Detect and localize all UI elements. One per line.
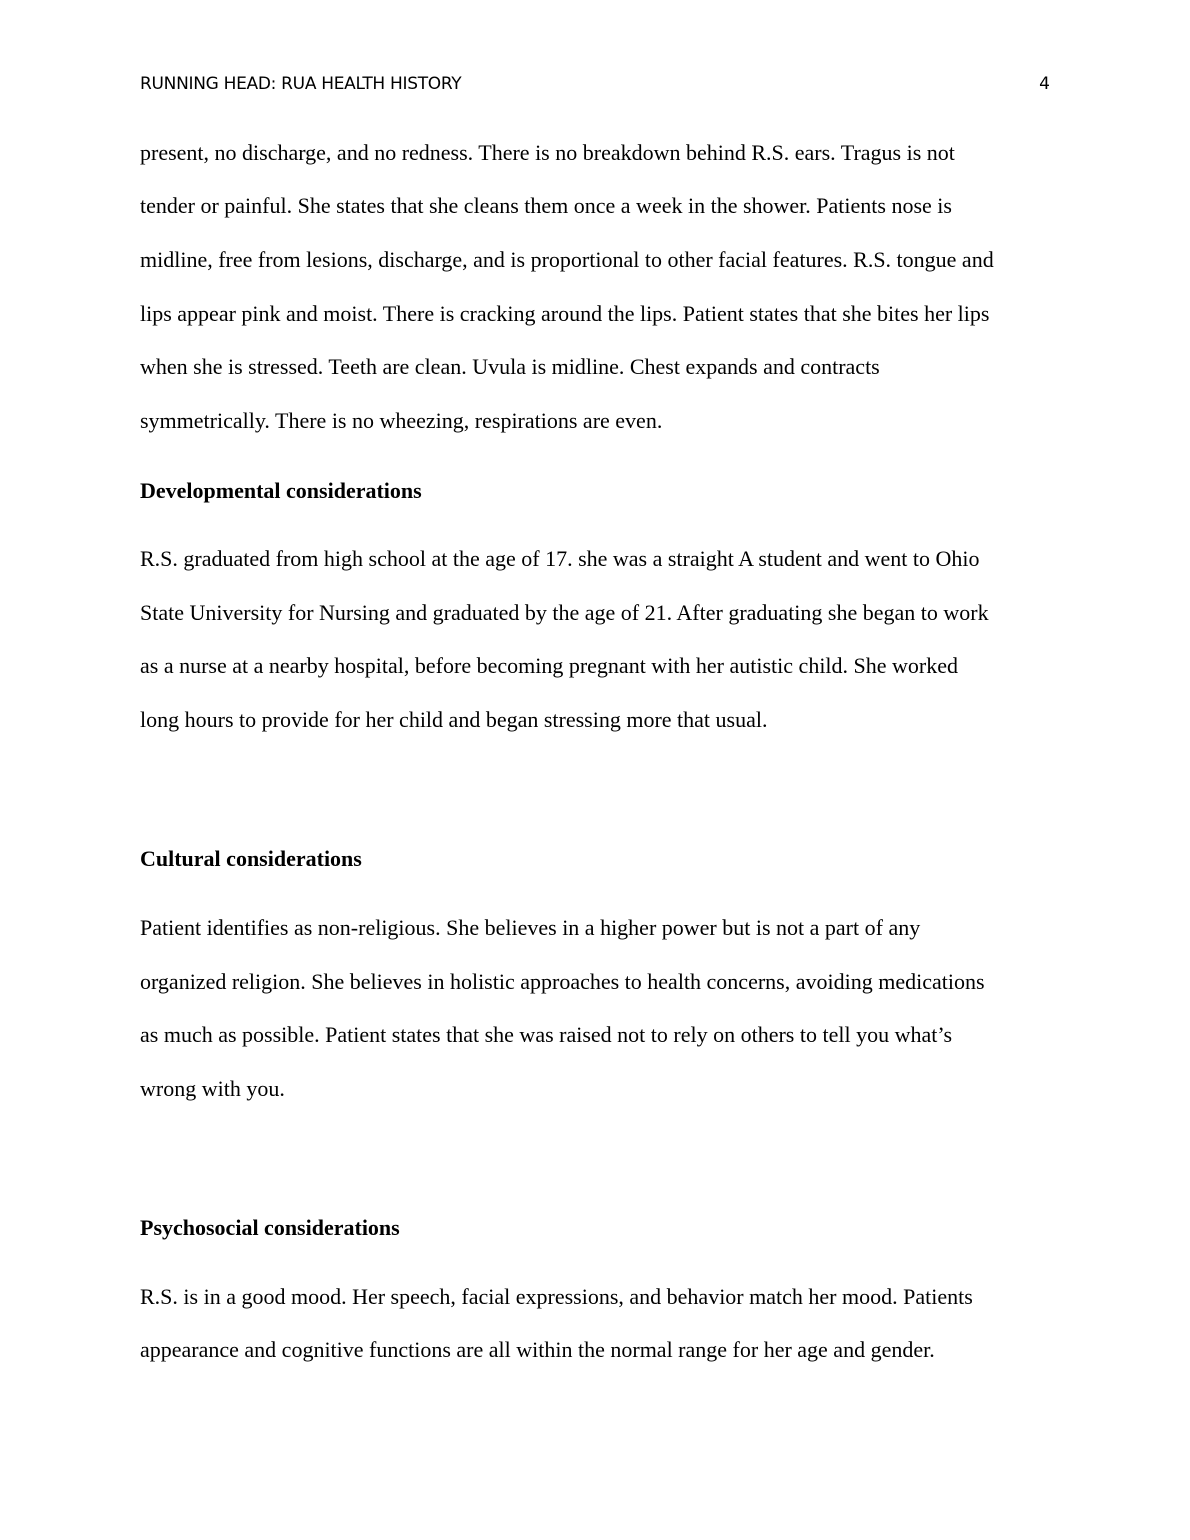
- paragraph-line: wrong with you.: [140, 1076, 285, 1101]
- running-head: RUNNING HEAD: RUA HEALTH HISTORY: [140, 74, 462, 94]
- paragraph-line: appearance and cognitive functions are all within the normal range for her age and gender.: [140, 1337, 935, 1362]
- paragraph-line: R.S. graduated from high school at the age of 17. she was a straight A student and went to Ohio: [140, 546, 980, 571]
- paragraph-line: Patient identifies as non-religious. She believes in a higher power but is not a part of any: [140, 915, 921, 940]
- paragraph-line: symmetrically. There is no wheezing, respirations are even.: [140, 408, 663, 433]
- paragraph-line: tender or painful. She states that she cleans them once a week in the shower. Patients nose is: [140, 193, 952, 218]
- paragraph-line: when she is stressed. Teeth are clean. Uvula is midline. Chest expands and contracts: [140, 354, 880, 379]
- paragraph-line: as a nurse at a nearby hospital, before becoming pregnant with her autistic child. She worked: [140, 653, 959, 678]
- paragraph-line: State University for Nursing and graduated by the age of 21. After graduating she began to work: [140, 600, 989, 625]
- paragraph-line: lips appear pink and moist. There is cracking around the lips. Patient states that she bites her lips: [140, 301, 990, 326]
- section-heading-developmental: Developmental considerations: [140, 478, 422, 503]
- paragraph-line: organized religion. She believes in holistic approaches to health concerns, avoiding medications: [140, 969, 985, 994]
- paragraph-line: long hours to provide for her child and began stressing more that usual.: [140, 707, 768, 732]
- section-heading-psychosocial: Psychosocial considerations: [140, 1215, 400, 1240]
- page-number: 4: [1039, 74, 1050, 94]
- paragraph-line: R.S. is in a good mood. Her speech, facial expressions, and behavior match her mood. Patients: [140, 1284, 973, 1309]
- paragraph-line: present, no discharge, and no redness. There is no breakdown behind R.S. ears. Tragus is not: [140, 140, 955, 165]
- paragraph-line: as much as possible. Patient states that she was raised not to rely on others to tell you what’s: [140, 1022, 953, 1047]
- paragraph-line: midline, free from lesions, discharge, and is proportional to other facial features. R.S. tongue and: [140, 247, 994, 272]
- section-heading-cultural: Cultural considerations: [140, 846, 362, 871]
